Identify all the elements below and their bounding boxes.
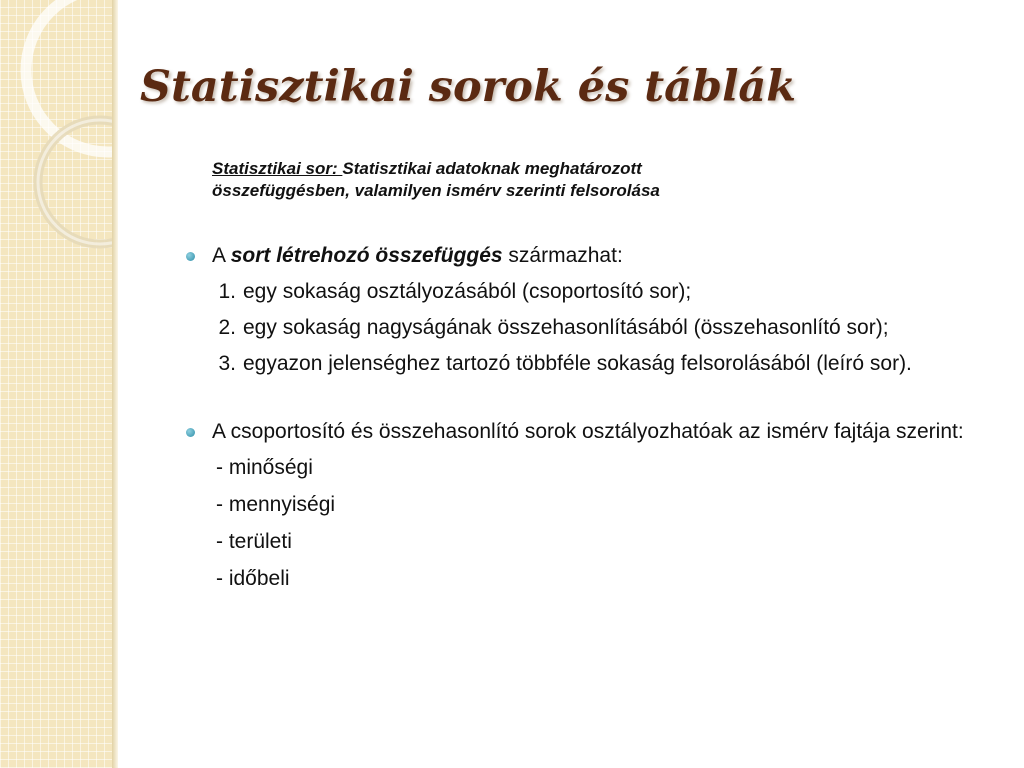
decorative-rings-icon [0, 0, 112, 768]
definition-term: Statisztikai sor: [212, 159, 343, 178]
list-item: - időbeli [216, 567, 290, 590]
list-item: - minőségi [216, 456, 313, 479]
list-item [212, 314, 986, 342]
list-number: 1. [218, 280, 236, 303]
definition-text-1: Statisztikai adatoknak meghatározott [342, 159, 642, 178]
bullet-emphasis: sort létrehozó összefüggés [230, 244, 503, 267]
list-text: egy sokaság osztályozásából (csoportosító sor); [243, 280, 692, 303]
bullet-prefix: A [212, 244, 231, 267]
list-item: - területi [216, 530, 292, 553]
definition-line-2: összefüggésben, valamilyen ismérv szerinti felsorolása [212, 181, 660, 200]
list-number: 2. [218, 316, 236, 339]
bullet-text: A csoportosító és összehasonlító sorok osztályozhatóak az ismérv fajtája szerint: [212, 420, 964, 443]
definition-block [212, 158, 660, 202]
list-item [212, 350, 986, 378]
bullet-dot-icon [186, 428, 195, 437]
list-item: - mennyiségi [216, 493, 336, 516]
bullet-item-origin [186, 242, 986, 378]
definition-line-1 [212, 158, 660, 180]
side-panel-edge [112, 0, 118, 768]
list-item [212, 278, 986, 306]
slide-title: Statisztikai sorok és táblák [140, 62, 797, 112]
bullet-suffix: származhat: [502, 244, 623, 267]
list-text: egy sokaság nagyságának összehasonlításából (összehasonlító sor); [243, 316, 889, 339]
bullet-dot-icon [186, 252, 195, 261]
numbered-list [212, 278, 986, 378]
bullet-list [186, 242, 986, 602]
dash-list [212, 454, 986, 593]
list-number: 3. [218, 352, 236, 375]
decorative-side-panel [0, 0, 112, 768]
bullet-item-classification [186, 418, 986, 593]
list-text: egyazon jelenséghez tartozó többféle sokaság felsorolásából (leíró sor). [243, 352, 912, 375]
